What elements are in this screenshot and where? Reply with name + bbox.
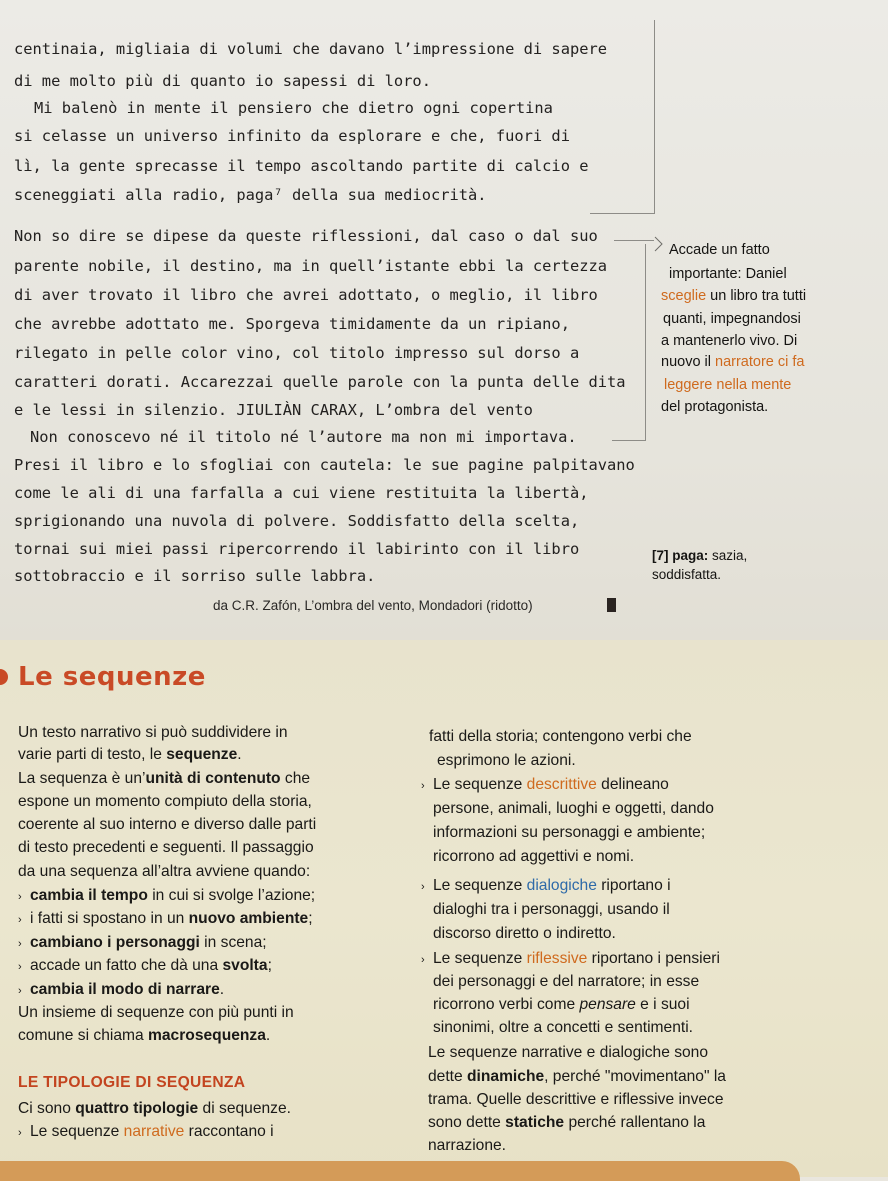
side-note-line: del protagonista. <box>661 399 769 415</box>
source-citation: da C.R. Zafón, L’ombra del vento, Mondadori (ridotto) <box>213 598 533 613</box>
excerpt-line: rilegato in pelle color vino, col titolo impresso sul dorso a <box>14 344 580 362</box>
side-note-line: quanti, impegnandosi <box>663 311 801 327</box>
list-item: › Le sequenze descrittive delineano <box>421 776 669 793</box>
text-line: discorso diretto o indiretto. <box>433 925 616 942</box>
text-line: ricorrono ad aggettivi e nomi. <box>433 848 635 865</box>
list-item: › Le sequenze dialogiche riportano i <box>421 877 671 894</box>
text-line: fatti della storia; contengono verbi che <box>429 728 692 745</box>
text-line: Le sequenze narrative e dialogiche sono <box>428 1044 709 1061</box>
side-note-line: sceglie un libro tra tutti <box>661 288 807 304</box>
excerpt-line: centinaia, migliaia di volumi che davano l’impressione di sapere <box>14 40 608 58</box>
text-line: narrazione. <box>428 1137 507 1154</box>
excerpt-line: di aver trovato il libro che avrei adottato, o meglio, il libro <box>14 286 598 304</box>
text-line: dette dinamiche, perché "movimentano" la <box>428 1068 726 1085</box>
text-line: coerente al suo interno e diverso dalle parti <box>18 816 317 833</box>
excerpt-line: Presi il libro e lo sfogliai con cautela: le sue pagine palpitavano <box>14 456 635 474</box>
excerpt-line: e le lessi in silenzio. JIULIÀN CARAX, L’ombra del vento <box>14 401 533 419</box>
list-item: › accade un fatto che dà una svolta; <box>18 957 272 974</box>
text-line: informazioni su personaggi e ambiente; <box>433 824 706 841</box>
side-note-line: importante: Daniel <box>669 266 787 282</box>
excerpt-line: che avrebbe adottato me. Sporgeva timidamente da un ripiano, <box>14 315 570 333</box>
text-line: Un insieme di sequenze con più punti in <box>18 1004 294 1021</box>
text-line: trama. Quelle descrittive e riflessive invece <box>428 1091 724 1108</box>
bottom-band <box>0 1161 800 1181</box>
text-line: persone, animali, luoghi e oggetti, dando <box>433 800 714 817</box>
text-line: comune si chiama macrosequenza. <box>18 1027 271 1044</box>
excerpt-line: come le ali di una farfalla a cui viene restituita la libertà, <box>14 484 589 502</box>
excerpt-line: di me molto più di quanto io sapessi di loro. <box>14 72 431 90</box>
text-line: Ci sono quattro tipologie di sequenze. <box>18 1100 291 1117</box>
text-line: La sequenza è un’unità di contenuto che <box>18 770 311 787</box>
text-line: ricorrono verbi come pensare e i suoi <box>433 996 690 1013</box>
text-line: Un testo narrativo si può suddividere in <box>18 724 288 741</box>
list-item: › cambia il modo di narrare. <box>18 981 225 998</box>
side-note-line: Accade un fatto <box>669 242 770 258</box>
excerpt-line: caratteri dorati. Accarezzai quelle parole con la punta delle dita <box>14 373 626 391</box>
margin-bracket <box>590 213 655 214</box>
margin-bracket <box>612 440 646 441</box>
chevron-right-icon <box>654 236 664 252</box>
excerpt-line: Mi balenò in mente il pensiero che dietro ogni copertina <box>34 99 553 117</box>
list-item: › i fatti si spostano in un nuovo ambiente; <box>18 910 313 927</box>
margin-bracket <box>614 240 654 241</box>
end-mark <box>607 598 616 612</box>
list-item: › cambia il tempo in cui si svolge l’azione; <box>18 887 316 904</box>
excerpt-line: Non so dire se dipese da queste riflessioni, dal caso o dal suo <box>14 227 598 245</box>
subheading: LE TIPOLOGIE DI SEQUENZA <box>18 1074 246 1091</box>
text-line: esprimono le azioni. <box>437 752 576 769</box>
excerpt-line: sceneggiati alla radio, paga⁷ della sua mediocrità. <box>14 186 487 204</box>
list-item: › cambiano i personaggi in scena; <box>18 934 267 951</box>
side-note-line: a mantenerlo vivo. Di <box>661 333 798 349</box>
excerpt-line: tornai sui miei passi ripercorrendo il labirinto con il libro <box>14 540 580 558</box>
glossary-definition: soddisfatta. <box>652 567 722 582</box>
list-item: › Le sequenze narrative raccontano i <box>18 1123 274 1140</box>
side-note-line: nuovo il narratore ci fa <box>661 354 805 370</box>
list-item: › Le sequenze riflessive riportano i pensieri <box>421 950 720 967</box>
text-line: da una sequenza all’altra avviene quando: <box>18 863 311 880</box>
excerpt-line: sprigionando una nuvola di polvere. Soddisfatto della scelta, <box>14 512 580 530</box>
margin-bracket <box>645 244 646 440</box>
section-heading: Le sequenze <box>18 662 206 692</box>
excerpt-line: sottobraccio e il sorriso sulle labbra. <box>14 567 376 585</box>
text-line: sono dette statiche perché rallentano la <box>428 1114 706 1131</box>
glossary-entry: [7] paga: sazia, <box>652 548 748 563</box>
text-line: dei personaggi e del narratore; in esse <box>433 973 700 990</box>
excerpt-line: si celasse un universo infinito da esplorare e che, fuori di <box>14 127 570 145</box>
text-line: dialoghi tra i personaggi, usando il <box>433 901 670 918</box>
excerpt-line: Non conoscevo né il titolo né l’autore ma non mi importava. <box>30 428 577 446</box>
text-line: sinonimi, oltre a concetti e sentimenti. <box>433 1019 694 1036</box>
margin-bracket <box>654 20 655 213</box>
side-note-line: leggere nella mente <box>664 377 792 393</box>
text-line: espone un momento compiuto della storia, <box>18 793 312 810</box>
text-line: di testo precedenti e seguenti. Il passaggio <box>18 839 314 856</box>
excerpt-line: lì, la gente sprecasse il tempo ascoltando partite di calcio e <box>14 157 589 175</box>
excerpt-line: parente nobile, il destino, ma in quell’istante ebbi la certezza <box>14 257 608 275</box>
text-line: varie parti di testo, le sequenze. <box>18 746 242 763</box>
